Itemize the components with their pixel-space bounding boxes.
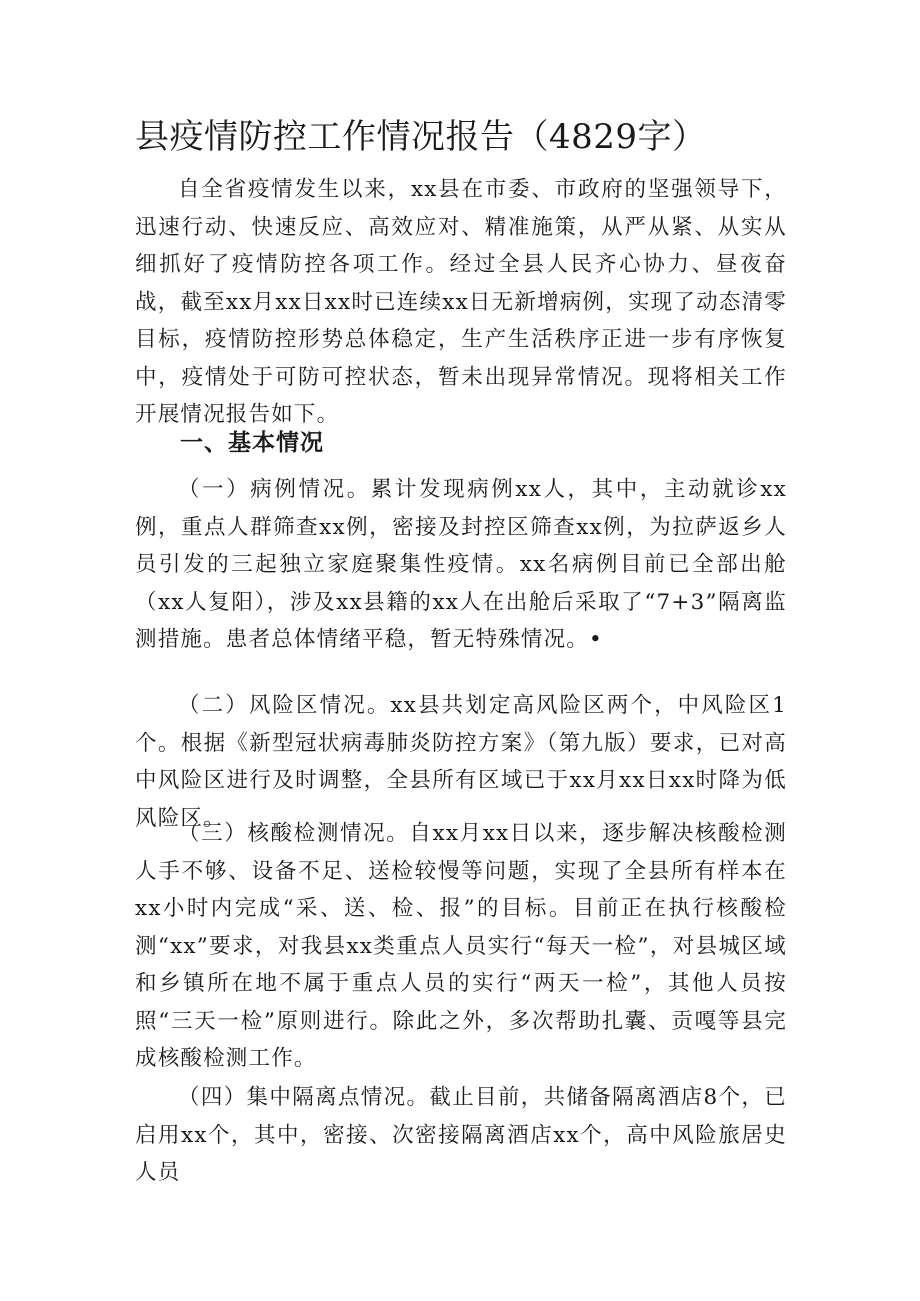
intro-paragraph: 自全省疫情发生以来，xx县在市委、市政府的坚强领导下，迅速行动、快速反应、高效应对、精准施策，从严从紧、从实从细抓好了疫情防控各项工作。经过全县人民齐心协力、昼夜奋战，截至xx月xx日xx时已连续xx日无新增病例，实现了动态清零目标，疫情防控形势总体稳定，生产生活秩序正进一步有序恢复中，疫情处于可防可控状态，暂未出现异常情况。现将相关工作开展情况报告如下。: [135, 177, 787, 427]
cases-paragraph: （一）病例情况。累计发现病例xx人，其中，主动就诊xx例，重点人群筛查xx例，密接及封控区筛查xx例，为拉萨返乡人员引发的三起独立家庭聚集性疫情。xx名病例目前已全部出舱（xx人复阳），涉及xx县籍的xx人在出舱后采取了“7+3”隔离监测措施。患者总体情绪平稳，暂无特殊情况。•: [135, 477, 787, 652]
isolation-paragraph: （四）集中隔离点情况。截止目前，共储备隔离酒店8个，已启用xx个，其中，密接、次密接隔离酒店xx个，高中风险旅居史人员: [135, 1085, 787, 1185]
nucleic-testing-paragraph: （三）核酸检测情况。自xx月xx日以来，逐步解决核酸检测人手不够、设备不足、送检较慢等问题，实现了全县所有样本在xx小时内完成“采、送、检、报”的目标。目前正在执行核酸检测“xx”要求，对我县xx类重点人员实行“每天一检”，对县城区域和乡镇所在地不属于重点人员的实行“两天一检”，其他人员按照“三天一检”原则进行。除此之外，多次帮助扎囊、贡嘎等县完成核酸检测工作。: [135, 821, 787, 1071]
document-title: 县疫情防控工作情况报告（4829字）: [135, 117, 707, 157]
section-heading-basic-situation: 一、基本情况: [180, 430, 324, 456]
risk-area-paragraph: （二）风险区情况。xx县共划定高风险区两个，中风险区1个。根据《新型冠状病毒肺炎防控方案》（第九版）要求，已对高中风险区进行及时调整，全县所有区域已于xx月xx日xx时降为低风险区。: [135, 693, 787, 831]
